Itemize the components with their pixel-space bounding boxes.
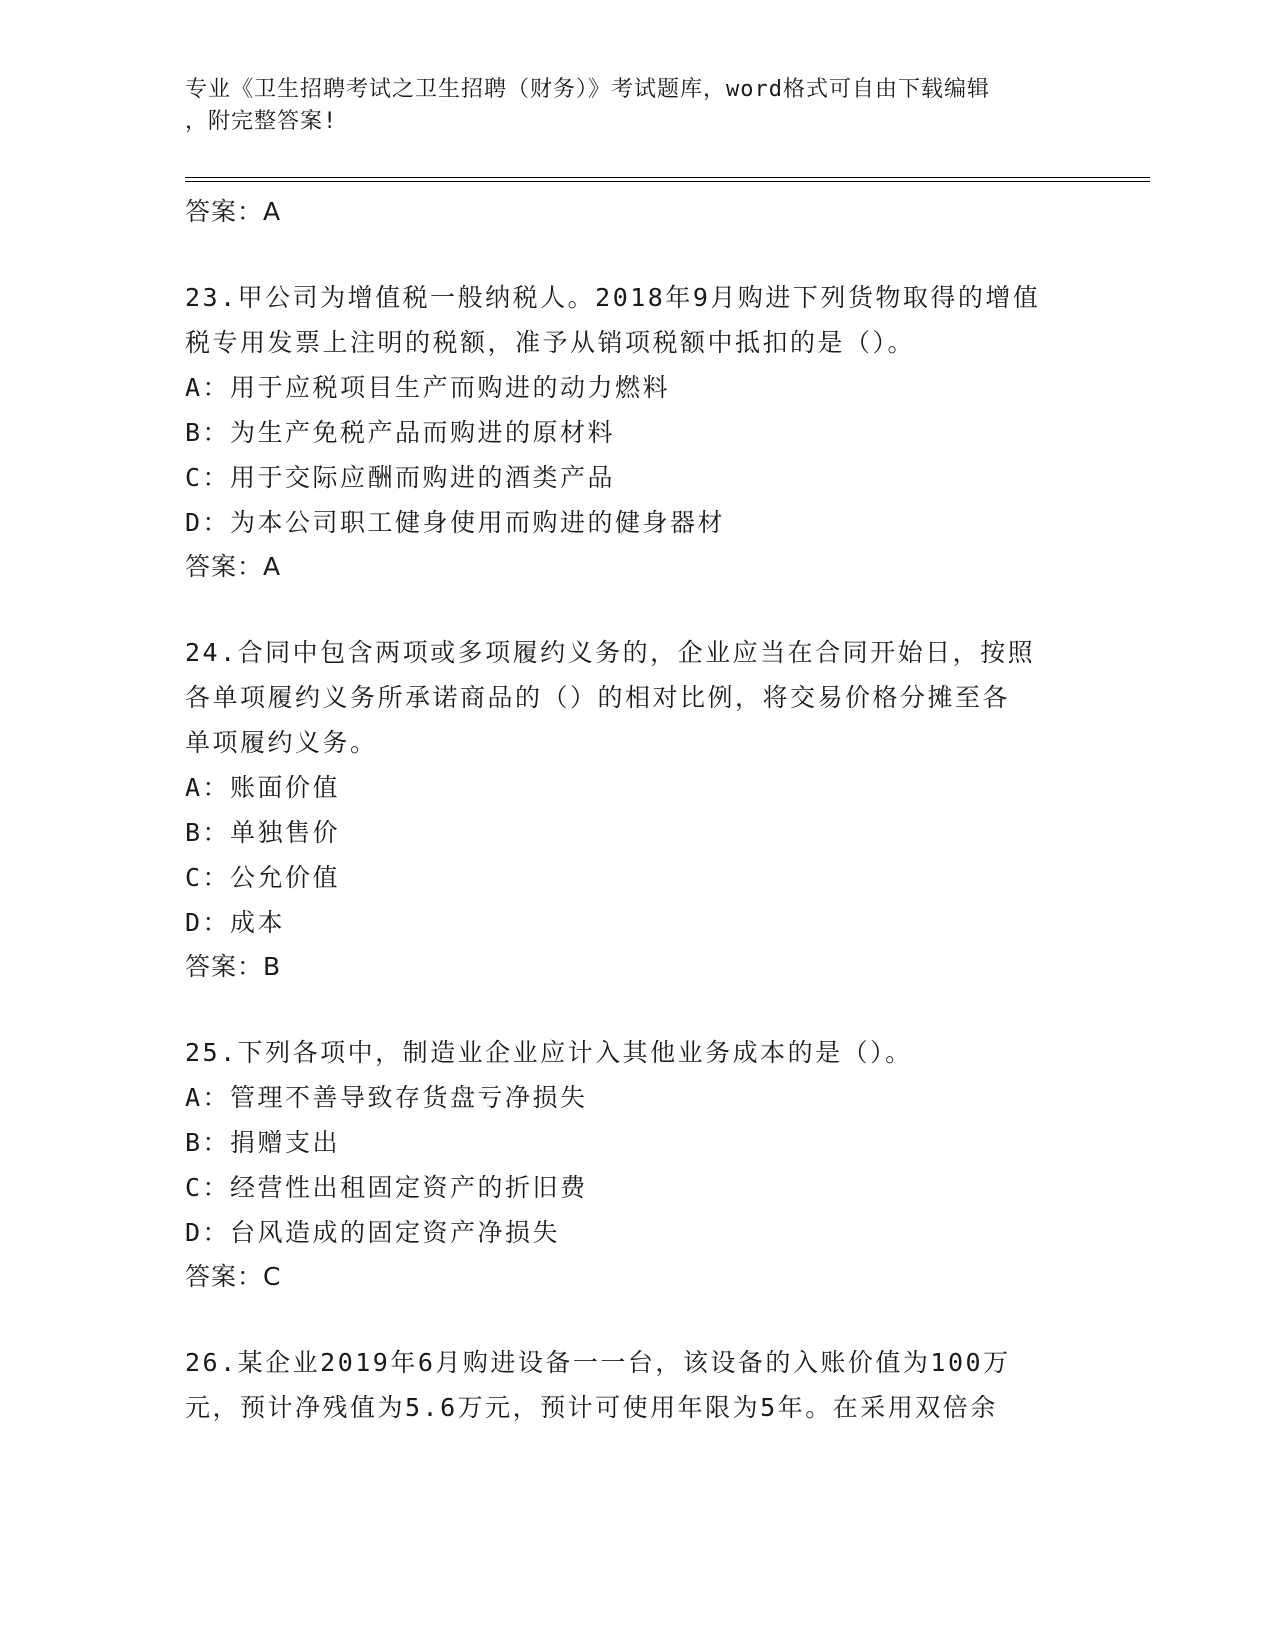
option-a: A：账面价值 (185, 773, 341, 802)
header-line-1: 专业《卫生招聘考试之卫生招聘（财务）》考试题库，word格式可自由下载编辑 (185, 77, 990, 102)
option-d: D：为本公司职工健身使用而购进的健身器材 (185, 508, 726, 537)
option-c: C：用于交际应酬而购进的酒类产品 (185, 463, 616, 492)
question-list (185, 190, 1085, 1471)
header-line-2: ，附完整答案! (185, 109, 338, 134)
previous-answer: 答案：A (185, 197, 282, 226)
header-divider-bottom (185, 181, 1150, 182)
option-b: B：为生产免税产品而购进的原材料 (185, 418, 616, 447)
question-text-line: 26.某企业2019年6月购进设备一一台，该设备的入账价值为100万 (185, 1348, 1011, 1377)
option-b: B：单独售价 (185, 818, 341, 847)
question-26 (185, 1340, 1085, 1430)
option-c: C：公允价值 (185, 863, 341, 892)
option-a: A：管理不善导致存货盘亏净损失 (185, 1083, 588, 1112)
question-text-line: 各单项履约义务所承诺商品的（）的相对比例，将交易价格分摊至各 (185, 683, 1011, 712)
header-divider-top (185, 177, 1150, 178)
question-text-line: 24.合同中包含两项或多项履约义务的，企业应当在合同开始日，按照 (185, 638, 1036, 667)
answer-24: 答案：B (185, 952, 282, 981)
answer-25: 答案：C (185, 1262, 282, 1291)
option-d: D：台风造成的固定资产净损失 (185, 1218, 561, 1247)
question-25 (185, 1030, 1085, 1299)
option-d: D：成本 (185, 908, 286, 937)
option-a: A：用于应税项目生产而购进的动力燃料 (185, 373, 671, 402)
question-text-line: 23.甲公司为增值税一般纳税人。2018年9月购进下列货物取得的增值 (185, 283, 1041, 312)
question-23 (185, 275, 1085, 589)
question-text-line: 25.下列各项中，制造业企业应计入其他业务成本的是（）。 (185, 1038, 913, 1067)
question-24 (185, 630, 1085, 989)
question-text-line: 元，预计净残值为5.6万元，预计可使用年限为5年。在采用双倍余 (185, 1393, 998, 1422)
option-b: B：捐赠支出 (185, 1128, 341, 1157)
question-text-line: 单项履约义务。 (185, 728, 378, 757)
question-text-line: 税专用发票上注明的税额，准予从销项税额中抵扣的是（）。 (185, 328, 916, 357)
answer-23: 答案：A (185, 552, 282, 581)
document-header (185, 74, 1085, 138)
option-c: C：经营性出租固定资产的折旧费 (185, 1173, 588, 1202)
